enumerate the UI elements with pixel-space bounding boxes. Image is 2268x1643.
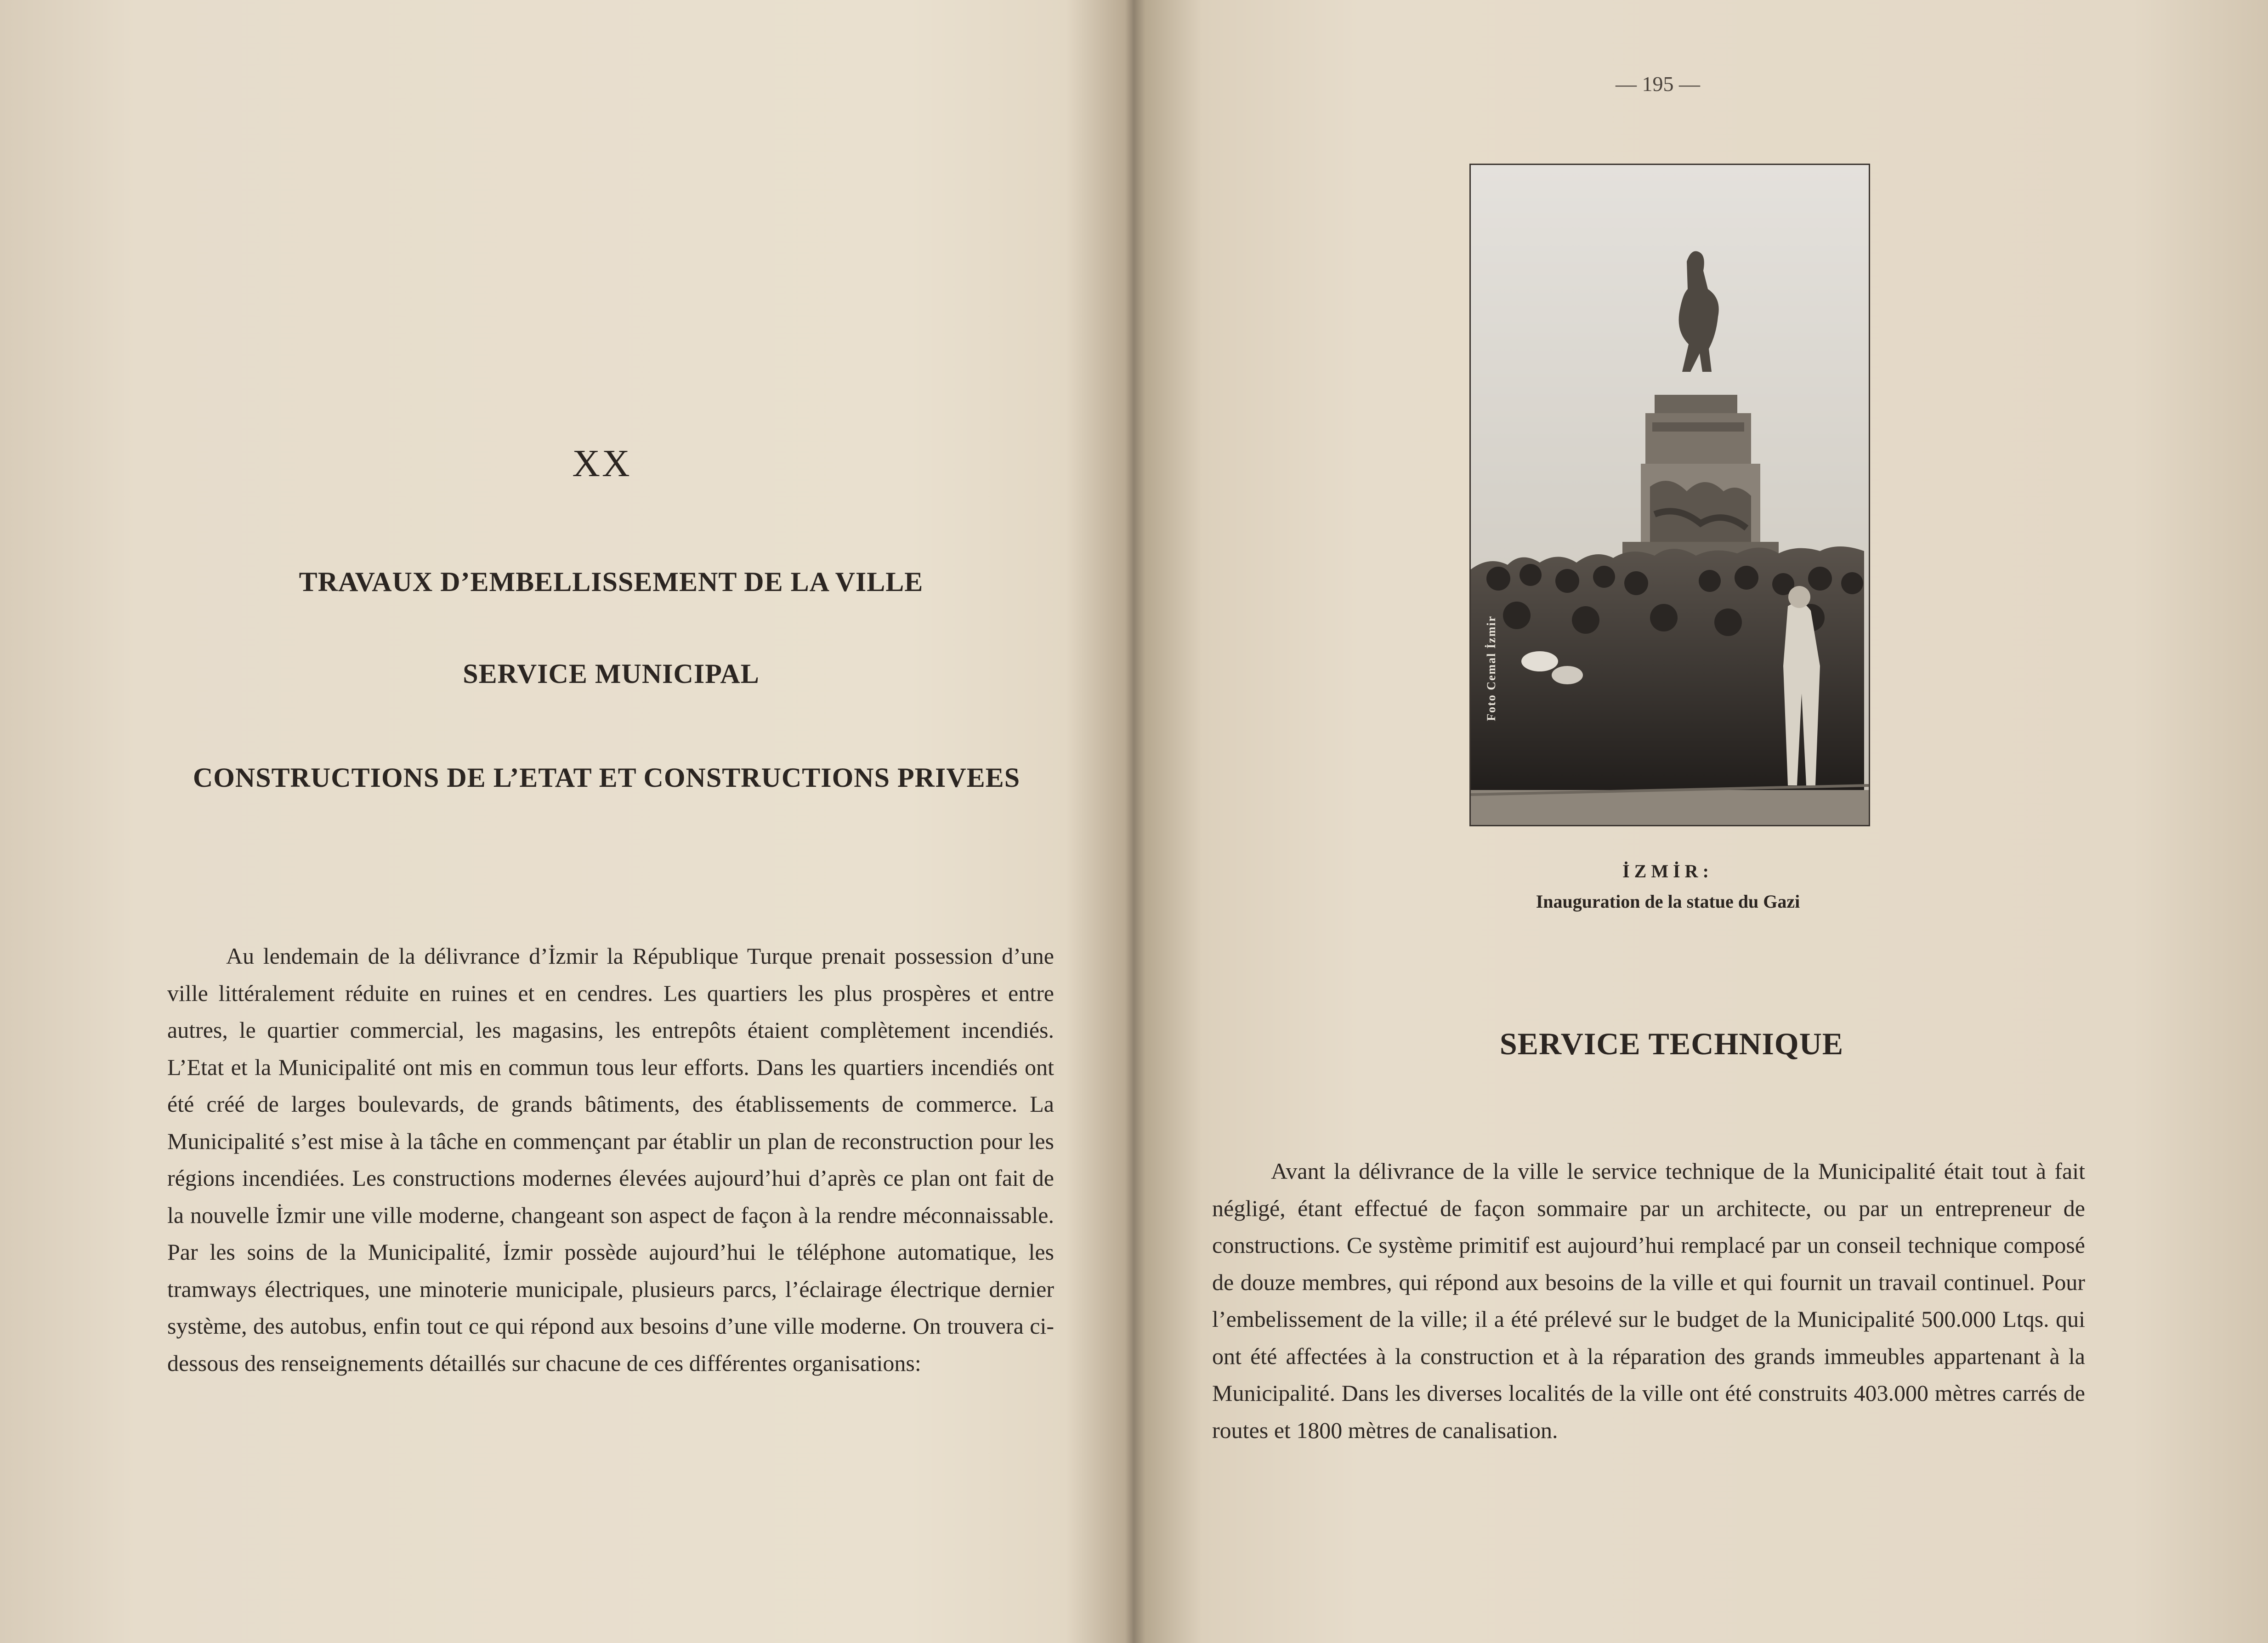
page-number: — 195 — [1616, 72, 1700, 96]
left-body-paragraph: Au lendemain de la délivrance d’İzmir la République Turque prenait possession d’une ville littéralement réduite en ruines et en cendres. Les quartiers les plus prospères et entre autres, le quartier commercial, les magasins, les entrepôts étaient complètement incendiés. L’Etat et la Municipalité ont mis en commun tous leur efforts. Dans les quartiers incendiés ont été créé de larges boulevards, de grands bâtiments, des établissements de commerce. La Municipalité s’est mise à la tâche en commençant par établir un plan de reconstruction pour les régions incendiées. Les constructions modernes élevées aujourd’hui d’après ce plan ont fait de la nouvelle İzmir une ville moderne, changeant son aspect de façon à la rendre méconnaissable. Par les soins de la Municipalité, İzmir possède aujourd’hui le téléphone automatique, les tramways électriques, une minoterie municipale, plusieurs parcs, l’éclairage électrique dernier système, des autobus, enfin tout ce qui répond aux besoins d’une ville moderne. On trouvera ci-dessous des renseignements détaillés sur chacune de ces différentes organisations: [167, 943, 1054, 1376]
chapter-number: XX [572, 442, 632, 485]
right-body-paragraph: Avant la délivrance de la ville le service technique de la Municipalité était tout à fait négligé, étant effectué de façon sommaire par un architecte, ou par un entrepreneur de constructions. Ce système primitif est aujourd’hui remplacé par un conseil technique composé de douze membres, qui répond aux besoins de la ville et qui fournit un travail continuel. Pour l’embelissement de la ville; il a été prélevé sur le budget de la Municipalité 500.000 Ltqs. qui ont été affectées à la construction et à la réparation des grands immeubles appartenant à la Municipalité. Dans les diverses localités de la ville ont été construits 403.000 mètres carrés de routes et 1800 mètres de canalisation. [1212, 1158, 2085, 1443]
photo-image [1471, 165, 1869, 825]
photo-credit: Foto Cemal İzmir [1485, 615, 1498, 721]
section-heading-service-municipal: SERVICE MUNICIPAL [463, 659, 760, 689]
section-heading-service-technique: SERVICE TECHNIQUE [1499, 1026, 1844, 1061]
photo-caption-text: Inauguration de la statue du Gazi [1536, 891, 1800, 912]
photo-caption-title: İZMİR: [1622, 861, 1713, 881]
section-heading-constructions: CONSTRUCTIONS DE L’ETAT ET CONSTRUCTIONS PRIVEES [193, 762, 1021, 793]
right-page [1134, 0, 2268, 1643]
chapter-title: TRAVAUX D’EMBELLISSEMENT DE LA VILLE [299, 567, 924, 597]
statue-inauguration-photo [1469, 164, 1870, 826]
